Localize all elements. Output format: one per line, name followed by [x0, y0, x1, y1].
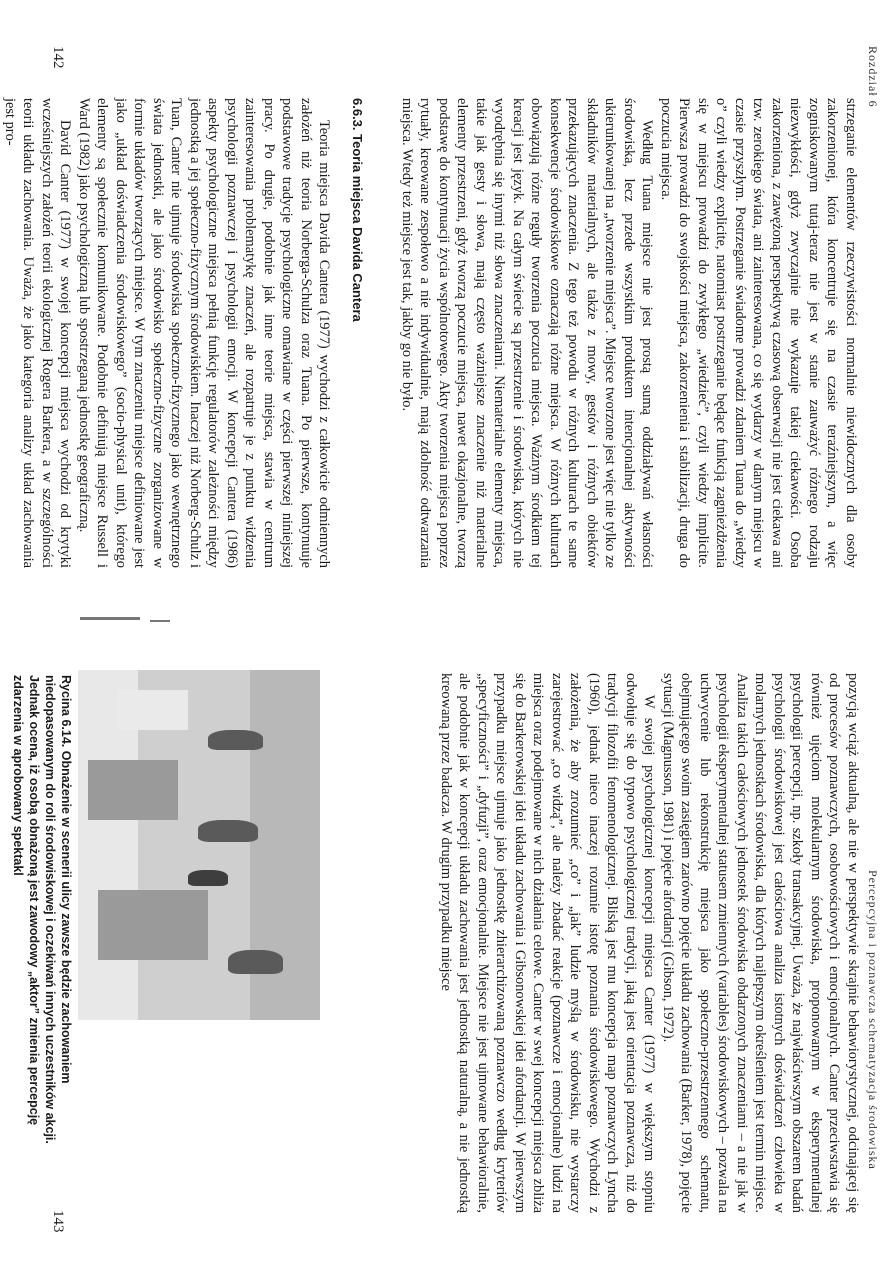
photo-person: [188, 870, 228, 886]
photo-building: [118, 690, 188, 730]
photo-person: [198, 820, 258, 842]
right-running-head: Percepcyjna i poznawcza schematyzacja środowiska: [866, 870, 880, 1170]
figure-caption: Rycina 6.14. Obnażenie w scenerii ulicy zawsze będzie zachowaniem niedopasowanym do roli środowiskowej i oczekiwań innych uczestników akcji. Jednak ocena, iż osobą obnażoną jest zawodowy „aktor” zmienia percepcję zdarzenia w aprobowany spektakl: [11, 675, 73, 1144]
right-paragraph-1: pozycją wciąż aktualną, ale nie w perspektywie skrajnie behawiorystycznej, odcinającej się od procesów poznawczych, osobowościowych i emocjonalnych. Canter przeciwstawia się również ujęciom molekularnym środowiska, proponowanym w eksperymentalnej psychologii percepcji, np. szkoły transakcyjnej. Uważa, że najwłaściwszym obszarem badań psychologii środowiskowej jest całościowa analiza istotnych doświadczeń człowieka w molarnych jednostkach środowiska, dla których najlepszym określeniem jest termin miejsce. Analiza takich całościowych jednostek środowiska obdarzonych znaczeniami – a nie jak w psychologii eksperymentalnej statusem zmiennych (variables) środowiskowych – pozwala na uchwycenie lub rekonstrukcję miejsca jako społeczno-przestrzennego schematu, obejmującego swoim zasięgiem zarówno pojęcie układu zachowania (Barker, 1978), pojęcie sytuacji (Magnusson, 1981) i pojęcie afordancji (Gibson, 1972).: [660, 673, 861, 1213]
right-page-number: 143: [50, 1210, 66, 1233]
photo-person: [208, 730, 263, 750]
photo-person: [228, 950, 283, 974]
section-heading: 6.6.3. Teoria miejsca Davida Cantera: [350, 98, 365, 322]
left-paragraph-1: strzeganie elementów rzeczywistości normalnie niewidocznych dla osoby zakorzenionej, która koncentruje się na czasie teraźniejszym, a więc zogniskowanym tutaj-teraz nie jest w stanie zauważyć różnego rodzaju niezwykłości, gdyż zwyczajnie nie wykazuje takiej ciekawości. Osoba zakorzeniona, z zawężoną perspektywą czasową obserwacji nie jest ciekawa ani tzw. zerokiego świata, ani zainteresowana, co się wydarzy w danym miejscu w czasie przyszłym. Postrzeganie świadome prowadzi zdaniem Tuana do „wiedzy o” czyli wiedzy explicite, natomiast postrzeganie będące funkcją zagnieżdżenia się w miejscu prowadzi do zwykłego „wiedzieć”, czyli wiedzy implicite. Pierwsza prowadzi do swojskości miejsca, zakorzenienia i stabilizacji, druga do poczucia miejsca.: [658, 98, 859, 568]
figure-photo: [78, 670, 320, 1020]
left-paragraph-2: Według Tuana miejsce nie jest prostą sumą oddziaływań własności środowiska, lecz przede wszystkim produktem intencjonalnej aktywności ukierunkowanej na „tworzenie miejsca”. Miejsce tworzone jest więc nie tylko ze składników materialnych, ale także z mowy, gestów i różnych obiektów przekazujących znaczenia. Z tego też powodu w różnych kulturach te same konsekwencje środowiskowe oznaczają różne miejsca. W różnych kulturach obowiązują różne reguły tworzenia poczucia miejsca. Ważnym środkiem tej kreacji jest język. Na całym świecie są przestrzenie i środowiska, których nie wyodrębnia się inymi niż słowa znaczeniami. Niematerialne elementy miejsca, takie jak gesty i słowa, mają często ważniejsze znaczenie niż materialne elementy przestrzeni, gdyż tworzą poczucie miejsca, nawet okazjonalne, tworzą podstawę do kontynuacji życia wspólnotowego. Akty tworzenia miejsca poprzez rytuały, kreowane zespołowo a nie indywidualnie, mają zdolność odtwarzania miejsca. Wtedy też miejsce jest tak, jakby go nie było.: [399, 98, 656, 568]
left-page-number: 142: [50, 46, 66, 69]
left-paragraph-3: Teoria miejsca Davida Cantera (1977) wychodzi z całkowicie odmiennych założeń niż teoria Norberga-Schulza oraz Tuana. Po pierwsze, kontynuuje podstawowe tradycje psychologiczne omawiane w części pierwszej niniejszej pracy. Po drugie, podobnie jak inne teorie miejsca, stawia w centrum zainteresowania problematykę znaczeń, ale rozpatruje je z punktu widzenia psychologii poznawczej i psychologii emocji. W koncepcji Cantera (1986) aspekty psychologiczne miejsca pełnią funkcję regulatorów zależności między jednostką a jej społeczno-fizycznym środowiskiem. Inaczej niż Norberg-Schulz i Tuan, Canter nie ujmuje środowiska społeczno-fizycznego jako wewnętrznego świata jednostki, ale jako środowisko społeczno-fizyczne zorganizowane w formie układów tworzących miejsce. W tym znaczeniu miejsce definiowane jest jako „układ doświadczenia środowiskowego” (socio-physical unit), którego elementy są społecznie komunikowane. Podobnie definiują miejsce Russell i Ward (1982) jako psychologiczną lub spostrzeganą jednostkę geograficzną.: [76, 98, 333, 568]
left-page-body-2: [1, 98, 383, 568]
photo-building: [88, 760, 178, 820]
right-paragraph-2: W swojej psychologicznej koncepcji miejsca Canter (1977) w większym stopniu odwołuje się do typowo psychologicznej tradycji, jaką jest orientacja poznawcza, niż do tradycji filozofii fenomenologicznej. Bliską jest mu koncepcja map poznawczych Lyncha (1960), jednak nieco inaczej rozumie istotę poznania środowiskowego. Wychodzi z założenia, że aby zrozumieć „co” i „jak” ludzie myślą w środowisku, nie wystarczy zarejestrować „co widzą”, ale należy zbadać reakcje (poznawcze i emocjonalne) ludzi na miejsca oraz podejmowane w nich działania celowe. Canter w swej koncepcji miejsca zbliża się do Barkerowskiej idei układu zachowania i Gibsonowskiej idei afordancji. W pierwszym przypadku miejsce ujmuje jako jednostkę zhierarchizowaną poznawczo według kryteriów „specyficzności” i „dyfuzji”, oraz emocjonalnie. Miejsce nie jest ujmowane behawioralnie, ale podobnie jak w koncepcji układu zachowania jest jednostką naturalną, a nie jednostką kreowaną przez badacza. W drugim przypadku miejsce: [438, 673, 658, 1213]
scan-mark: [150, 620, 170, 622]
scan-mark: [80, 617, 140, 620]
photo-building: [98, 890, 208, 960]
right-page-body: [437, 673, 863, 1213]
left-running-head: Rozdział 6: [866, 46, 880, 108]
left-paragraph-4: David Canter (1977) w swojej koncepcji miejsca wychodzi od krytyki wcześniejszych założeń teorii ekologicznej Rogera Barkera, a w szczególności teorii układu zachowania. Uważa, że jako kategoria analizy układ zachowania jest pro-: [2, 98, 74, 568]
left-page-body: [398, 98, 861, 568]
